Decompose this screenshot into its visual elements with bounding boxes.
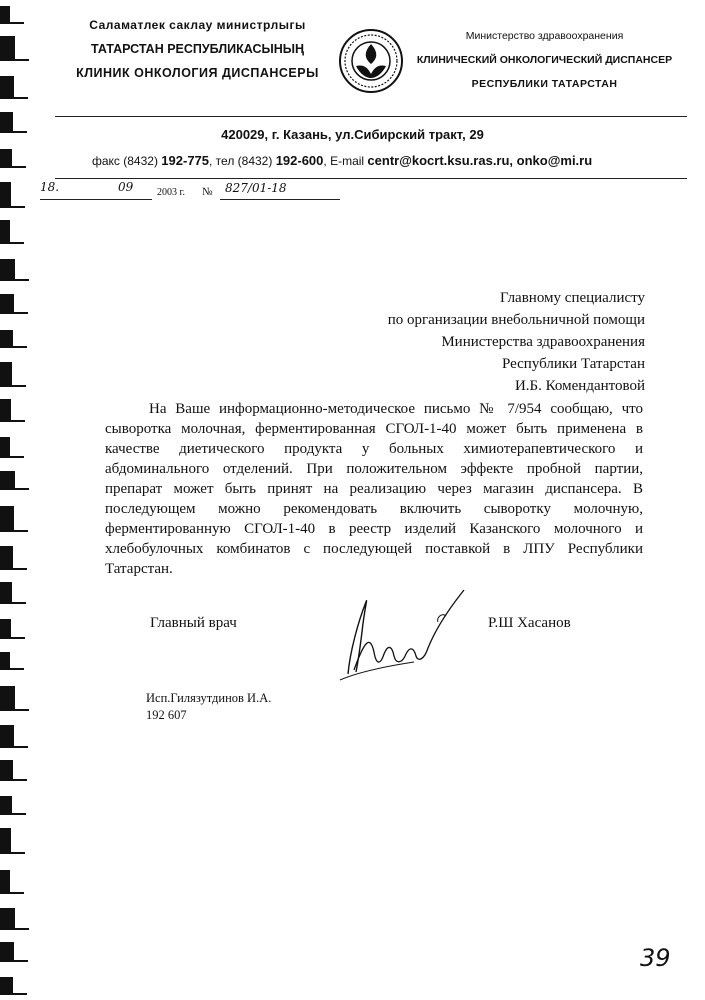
clinic-address: 420029, г. Казань, ул.Сибирский тракт, 29: [221, 127, 484, 142]
emblem-seal-icon: [338, 28, 404, 94]
number-underline: [220, 199, 340, 200]
handwritten-signature: [318, 582, 478, 682]
header-right-clinic: КЛИНИЧЕСКИЙ ОНКОЛОГИЧЕСКИЙ ДИСПАНСЕР: [416, 54, 673, 66]
header-right: [402, 30, 687, 90]
date-underline: [40, 199, 152, 200]
page-number: 39: [640, 944, 671, 972]
header-right-ministry: Министерство здравоохранения: [465, 30, 624, 42]
addressee-line-3: Министерства здравоохранения: [441, 334, 645, 350]
header-left-republic: ТАТАРСТАН РЕСПУБЛИКАСЫНЫҢ: [90, 42, 305, 56]
tel-label: , тел (8432): [209, 154, 276, 168]
header-left-clinic: КЛИНИК ОНКОЛОГИЯ ДИСПАНСЕРЫ: [76, 66, 319, 80]
header-left-ministry: Саламатлек саклау министрлыгы: [89, 18, 306, 32]
header-divider-top: [55, 116, 687, 117]
registration-day: 18.: [40, 180, 60, 194]
addressee-line-2: по организации внебольничной помощи: [387, 312, 645, 328]
registration-number: 827/01-18: [225, 181, 287, 195]
scan-edge-marks: [0, 0, 30, 1000]
addressee-block: [305, 287, 645, 397]
executor-phone: 192 607: [146, 708, 187, 722]
signatory-role: Главный врач: [150, 615, 237, 631]
registration-number-label: №: [202, 186, 213, 198]
header-left: [60, 18, 335, 80]
fax-label: факс (8432): [92, 154, 162, 168]
registration-year: 2003 г.: [157, 187, 185, 198]
body-paragraph: На Ваше информационно-методическое письмо № 7/954 сообщаю, что сыворотка молочная, ферментированная СГОЛ-1-40 может быть применена в качестве диетического продукта у больных химиотерапевтического и абдоминального отделений. При положительном эффекте пробной партии, препарат может быть принят на реализацию через магазин диспансера. В последующем можно рекомендовать включить сыворотку молочную, ферментированную СГОЛ-1-40 в реестр изделий Казанского молочного и хлебобулочных комбинатов с последующей поставкой в ЛПУ Республики Татарстан.: [105, 401, 643, 577]
registration-month: 09: [118, 180, 134, 194]
fax-number: 192-775: [161, 153, 210, 168]
contact-line: [92, 153, 692, 168]
letter-body: [105, 399, 643, 579]
email-label: , E-mail: [323, 154, 368, 168]
addressee-line-5: И.Б. Комендантовой: [514, 378, 645, 394]
executor-block: [146, 690, 271, 724]
header-divider-bottom: [55, 178, 687, 179]
email-addresses: centr@kocrt.ksu.ras.ru, onko@mi.ru: [367, 153, 593, 168]
addressee-line-4: Республики Татарстан: [501, 356, 645, 372]
tel-number: 192-600: [275, 153, 324, 168]
registration-line: [40, 180, 370, 208]
signatory-name: Р.Ш Хасанов: [488, 615, 571, 631]
executor-name: Исп.Гилязутдинов И.А.: [146, 691, 272, 705]
addressee-line-1: Главному специалисту: [500, 290, 645, 306]
header-right-republic: РЕСПУБЛИКИ ТАТАРСТАН: [471, 78, 618, 90]
